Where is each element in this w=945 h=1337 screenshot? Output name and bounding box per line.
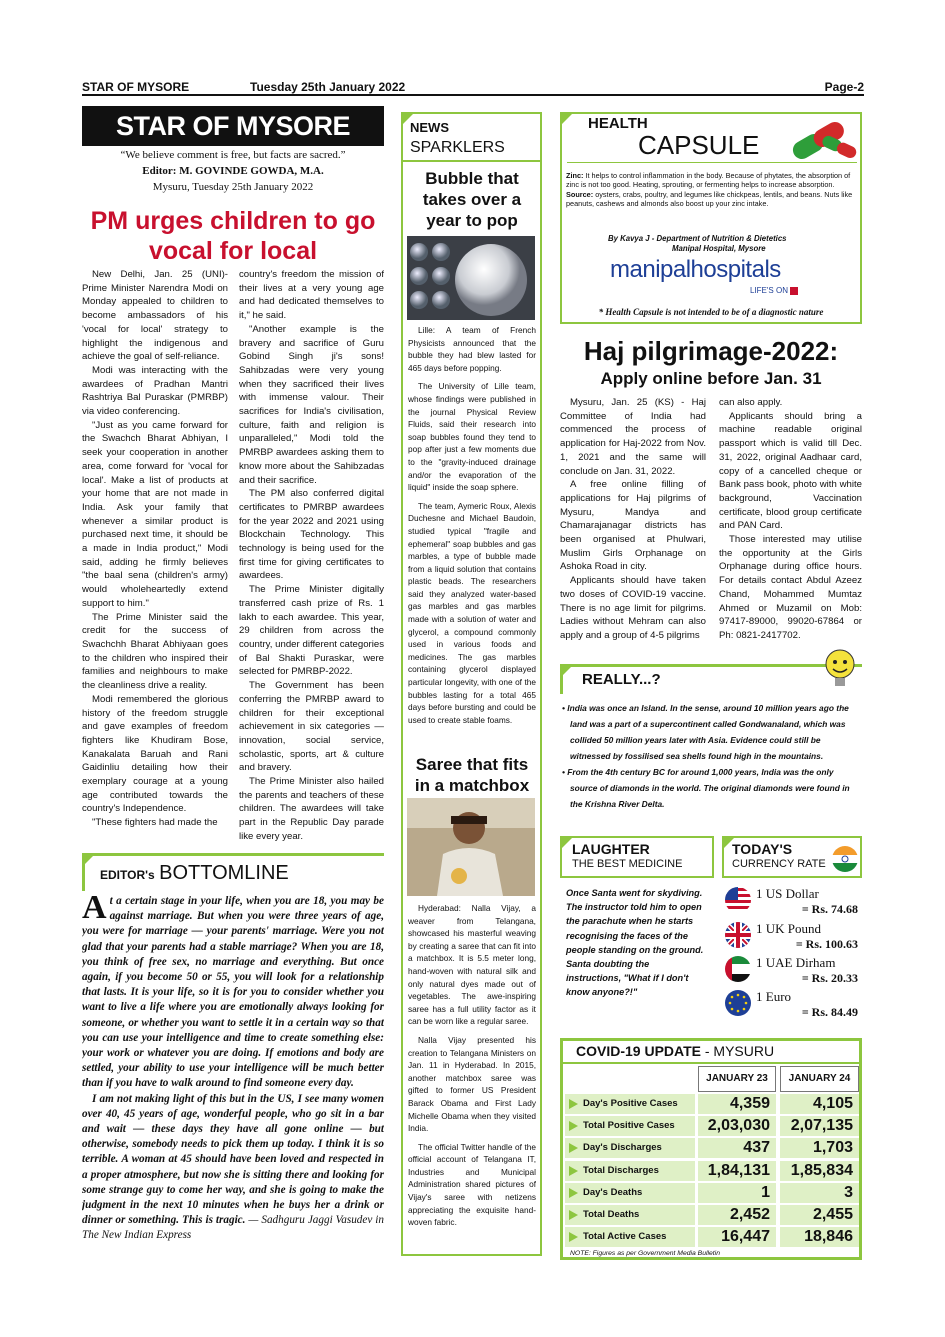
currency-label-bottom: CURRENCY RATE [732, 858, 826, 870]
bottomline-credit: — Sadhguru Jaggi Vasudev in The New Indian Express [82, 1214, 384, 1242]
covid-value-jan23: 1 [698, 1183, 776, 1203]
covid-row-label [565, 1205, 695, 1225]
source-text: oysters, crabs, poultry, and legumes like chickpeas, lentils, and beans. Nuts like peanuts, cashews and almonds also boost up your zinc intake. [566, 189, 853, 209]
covid-value-jan24: 1,703 [780, 1138, 859, 1158]
masthead-editor: Editor: M. GOVINDE GOWDA, M.A. [142, 165, 324, 177]
lightbulb-icon [820, 646, 860, 692]
lead-para: "Just as you came forward for the Swachch Bharat Abhiyan, I seek your cooperation in another area, come forward for 'vocal for local'. Make a list of products at your home that are not made in India. Ask your family that whenever a similar product is purchased next time, it should be a made in India product," Modi said, adding he firmly believes "the baal sena (children's army) would wholeheartedly extend support to him." [82, 419, 228, 609]
lead-para: country's freedom the mission of their lives at a very young age and had dedicated themselves to it," he said. [239, 269, 384, 322]
story1-para: Lille: A team of French Physicists announced that the bubble they had blew lasted for 465 days before popping. [408, 325, 536, 373]
bubble-image [407, 236, 535, 320]
lead-para: New Delhi, Jan. 25 (UNI)- Prime Minister Narendra Modi on Monday appealed to children to become ambassadors of his 'vocal for local' strategy to highlight the indigenous and achieve the goal of self-reliance. [82, 269, 228, 363]
zinc-text: It helps to control inflammation in the body. Because of phytates, the absorption of zinc is not too good. Heating, sprouting, or fermenting helps to increase absorption. [566, 171, 851, 190]
covid-value-jan23: 4,359 [698, 1094, 776, 1114]
covid-value-jan23: 2,452 [698, 1205, 776, 1225]
covid-row [565, 1116, 859, 1136]
covid-row-label [565, 1161, 695, 1181]
currency-value: = Rs. 100.63 [795, 937, 858, 951]
haj-para: can also apply. [719, 397, 783, 408]
haj-para: Applicants should bring a machine readable original passport which is valid till Dec. 31, 2022, original Aadhaar card, copy of a cancelled cheque or Bank pass book, photo with white background, Vaccination certificate, blood group certificate and PAN Card. [719, 410, 862, 532]
covid-row [565, 1161, 859, 1181]
health-label-top: HEALTH [588, 115, 648, 132]
lead-column-1 [82, 268, 228, 848]
covid-title-row [576, 1043, 774, 1061]
euro-flag-icon [724, 989, 752, 1017]
capsule-icon [782, 116, 860, 162]
really-label: REALLY...? [582, 671, 661, 688]
currency-name: 1 UK Pound [756, 921, 822, 936]
haj-para: Those interested may utilise the opportunity at the Girls Orphanage during office hours. For details contact Abdul Azeez Chand, Mohammed Mumtaz Ahmed or Muzamil on Mob: 97417-89000, 99020-67864 or Ph: 0821-2417702. [719, 534, 862, 641]
covid-value-jan24: 18,846 [780, 1227, 859, 1247]
weaver-photo [407, 798, 535, 896]
lead-column-2 [239, 268, 384, 848]
uae-flag-icon [724, 955, 752, 983]
arrow-icon [569, 1143, 578, 1153]
arrow-icon [569, 1099, 578, 1109]
covid-row-label [565, 1138, 695, 1158]
bottomline-body [82, 894, 384, 1254]
really-item: • From the 4th century BC for around 1,000 years, India was the only source of diamonds in the world. The original diamonds were found in the Krishna River Delta. [562, 767, 850, 809]
lead-para: "Another example is the bravery and sacrifice of Guru Gobind Singh ji's sons! Sahibzadas were very young when they sacrificed their lives with immense valour. Their sacrifices for India's civilisation, culture, faith and religion is unparalleled," Modi told the PMRBP awardees asking them to know more about the Sahibzadas and their sacrifice. [239, 323, 384, 486]
covid-row-label-text: Day's Positive Cases [583, 1098, 678, 1109]
covid-value-jan23: 2,03,030 [698, 1116, 776, 1136]
lead-para: The Government has been conferring the PMRBP award to children for their exceptional achievement in six categories — innovation, social service, scholastic, sports, art & culture and bravery. [239, 680, 384, 774]
currency-value: = Rs. 74.68 [801, 902, 858, 916]
covid-place: - MYSURU [700, 1043, 775, 1059]
header-page: Page-2 [824, 80, 864, 94]
bottomline-para: t a certain stage in your life, when you are 18, you may be against marriage. But when you were three years of age, you were for marriage — your parents' marriage. Were you not glad that your parents had a stable marriage? When you are 18, you think of free sex, no marriage and everything. But once again, if you become 50 or 55, you will look for a relationship that lasts. It is your life, so it is for you to consider whether you want to live a life where you are emotionally always looking for someone, or whether you want to settle it in a certain way so that you can use your intelligence and time to create something else: your work or whatever you are doing. If emotions and body are settled, your ability to use your intelligence will be much better than if you have to walk around to find someone every day. [82, 895, 384, 1090]
haj-subhead: Apply online before Jan. 31 [600, 369, 822, 388]
arrow-icon [569, 1121, 578, 1131]
covid-row-label-text: Day's Discharges [583, 1142, 662, 1154]
lead-para: Modi was interacting with the awardees of Pradhan Mantri Rashtriya Bal Puraskar (PMRBP) via video conferencing. [82, 364, 228, 418]
divider [567, 162, 857, 163]
india-flag-icon [832, 846, 858, 872]
divider [401, 160, 542, 162]
covid-row [565, 1094, 859, 1114]
story1-body [408, 324, 536, 750]
story2-body [408, 902, 536, 1254]
arrow-icon [569, 1188, 578, 1198]
story1-para: The University of Lille team, whose findings were published in the journal Physical Review Fluids, said their research into soap bubbles found they tend to pop after just a few moments due to the "gravity-induced drainage and/or the evaporation of the liquid" inside the soap sphere. [408, 381, 536, 493]
laughter-joke: Once Santa went for skydiving. The instructor told him to open the parachute when he starts recognising the faces of the people standing on the ground. Santa doubting the instructions, "What if I don't know anyone?!" [566, 888, 704, 998]
covid-row-label [565, 1094, 695, 1114]
manipal-tagline [750, 286, 798, 295]
really-item: • India was once an Island. In the sense, around 10 million years ago the land was a part of a supercontinent called Gondwanaland, which was collided 50 million years later with Asia. Evidence could still be witnessed by fossilised sea shells found high in the mountains. [562, 703, 849, 761]
covid-value-jan23: 1,84,131 [698, 1161, 776, 1181]
covid-col-b: JANUARY 24 [780, 1066, 859, 1092]
health-byline-2: Manipal Hospital, Mysore [672, 244, 766, 253]
covid-row-label-text: Day's Deaths [583, 1186, 643, 1198]
masthead-dateline: Mysuru, Tuesday 25th January 2022 [152, 181, 314, 193]
currency-name: 1 US Dollar [756, 886, 819, 901]
story2-para: The official Twitter handle of the official account of Telangana IT, Industries and Municipal Administration shared pictures of Vijay's saree with netizens appreciating the exquisite hand-woven fabric. [408, 1141, 536, 1228]
covid-row [565, 1183, 859, 1203]
really-item-text: India was once an Island. In the sense, around 10 million years ago the land was a part of a supercontinent called Gondwanaland, which was collided 50 million years later with Asia. Evidence could still be witnessed by fossilised sea shells found high in the mountains. [567, 703, 849, 761]
masthead-motto: “We believe comment is free, but facts are sacred.” [120, 149, 346, 161]
covid-row-label [565, 1227, 695, 1247]
story1-title: Bubble that takes over a year to pop [422, 169, 522, 230]
bottomline-label-small: EDITOR's [100, 868, 155, 882]
us-flag-icon [724, 886, 752, 914]
haj-column-2 [719, 396, 862, 652]
covid-value-jan24: 2,07,135 [780, 1116, 859, 1136]
manipal-logo: manipalhospitals [610, 256, 781, 283]
masthead-title: STAR OF MYSORE [82, 106, 384, 146]
covid-title: COVID-19 UPDATE [576, 1043, 701, 1059]
covid-col-a: JANUARY 23 [698, 1066, 776, 1092]
arrow-icon [569, 1232, 578, 1242]
story1-para: The team, Aymeric Roux, Alexis Duchesne and Michael Baudoin, studied typical "fragile and ephemeral" soap bubbles and gas marbles, a type of bubble made from a liquid solution that contains plastic beads. The researchers said they analyzed water-based gas marbles and gas marbles made with a solution of water and glycerol, a compound commonly used in various foods and medicines. The gas marbles containing glycerol displayed particular longevity, with one of the bubbles lasting for a total 465 days before bursting and could be used to create stable foams. [408, 500, 536, 725]
health-byline-1: By Kavya J - Department of Nutrition & Dietetics [608, 234, 787, 243]
covid-row-label-text: Total Discharges [583, 1164, 659, 1176]
bottomline-para: I am not making light of this but in the US, I see many women over 40, 45 years of age, wonderful people, who go sit in a bar and wait — these days they have all gone online — but otherwise, somebody needs to pick them up today. I think it is so terrible. A woman at 45 should have been loved and respected in a proper atmosphere, but now she is sitting there and looking for some strange guy to come her way, and she is going to make the judgment in the next 10 minutes when he buys her a drink or dinner or something. This is tragic. [82, 1092, 384, 1227]
covid-value-jan24: 3 [780, 1183, 859, 1203]
header-paper: STAR OF MYSORE [82, 80, 190, 94]
currency-value: = Rs. 20.33 [801, 971, 858, 985]
covid-row-label [565, 1116, 695, 1136]
health-disclaimer: * Health Capsule is not intended to be of a diagnostic nature [598, 307, 824, 317]
covid-note: NOTE: Figures as per Government Media Bulletin [570, 1250, 720, 1257]
covid-row-label-text: Total Active Cases [583, 1231, 667, 1243]
covid-row [565, 1205, 859, 1225]
haj-para: Applicants should have taken two doses of COVID-19 vaccine. There is no age limit for pilgrims. Ladies without Mehram can also apply and a group of 4-5 pilgrims [560, 575, 706, 641]
lead-para: "These fighters had made the [92, 817, 218, 829]
really-list [562, 700, 860, 812]
logo-sub: LIFE'S ON [750, 286, 788, 295]
covid-value-jan23: 437 [698, 1138, 776, 1158]
really-item-text: From the 4th century BC for around 1,000 years, India was the only source of diamonds in the world. The original diamonds were found in the Krishna River Delta. [567, 767, 850, 809]
covid-row [565, 1227, 859, 1247]
haj-column-1 [560, 396, 706, 652]
lead-para: Modi remembered the glorious history of the freedom struggle and gave examples of freedom fighters like Khudiram Bose, Kanakalata Baruah and Rani Gaidinliu detailing how their exemplary courage at a young age contributed towards the country's Independence. [82, 693, 228, 815]
covid-value-jan23: 16,447 [698, 1227, 776, 1247]
source-label: Source: [566, 189, 594, 199]
divider [563, 1062, 859, 1064]
health-label-bottom: CAPSULE [638, 130, 760, 160]
header-date: Tuesday 25th January 2022 [250, 80, 406, 94]
haj-headline: Haj pilgrimage-2022: [583, 336, 839, 366]
covid-value-jan24: 2,455 [780, 1205, 859, 1225]
covid-value-jan24: 1,85,834 [780, 1161, 859, 1181]
lead-para: The Prime Minister digitally transferred cash prize of Rs. 1 lakh to each awardee. This year, 29 children from across the country, under different categories of Bal Shakti Puraskar, were selected for PMRBP-2022. [239, 584, 384, 678]
covid-row-label [565, 1183, 695, 1203]
haj-para: A free online filling of applications for Haj pilgrims of Mysuru, Mandya and Chamarajanagar districts has been organised at Phulwari, Muslim Girls Orphanage on Ashoka Road in city. [560, 479, 706, 573]
weaver-image [407, 798, 535, 896]
page-header [82, 80, 864, 96]
currency-value: = Rs. 84.49 [801, 1005, 858, 1019]
covid-row-label-text: Total Deaths [583, 1209, 640, 1220]
story2-para: Nalla Vijay presented his creation to Telangana Ministers on Jan. 11 in Hyderabad. In 2015, another matchbox saree was gifted to former US President Barack Obama and First Lady Michelle Obama when they visited India. [408, 1034, 536, 1134]
currency-name: 1 UAE Dirham [756, 955, 836, 970]
lead-para: The Prime Minister said the credit for the success of Swachchh Bharat Abhiyaan goes to the children who inspired their families and neighbours to make the cleanliness drive a reality. [82, 611, 228, 692]
bottomline-label-big: BOTTOMLINE [159, 862, 289, 884]
laughter-label-top: LAUGHTER [572, 841, 650, 857]
arrow-icon [569, 1166, 578, 1176]
covid-row [565, 1138, 859, 1158]
health-text [566, 171, 858, 209]
dropcap: A [82, 894, 107, 926]
laughter-label-bottom: THE BEST MEDICINE [572, 858, 683, 870]
arrow-icon [569, 1210, 578, 1220]
lead-para: The PM also conferred digital certificates to PMRBP awardees for the year 2022 and 2021 using Blockchain Technology. This technology is being used for the first time for giving certificates to awardees. [239, 488, 384, 582]
lead-headline: PM urges children to go vocal for local [90, 207, 376, 265]
lead-para: The Prime Minister also hailed the parents and teachers of these children. The awardees will take part in the Republic Day parade like every year. [239, 776, 384, 842]
haj-para: Mysuru, Jan. 25 (KS) - Haj Committee of India had commenced the process of application for Haj-2022 from Nov. 1, 2021 and the same will conclude on Jan. 31, 2022. [560, 397, 706, 477]
bottomline-label [100, 862, 289, 885]
story2-para: Hyderabad: Nalla Vijay, a weaver from Telangana, showcased his masterful weaving by creating a saree that can fit into a matchbox. It is 5.5 meter long, hand-woven with natural silk and only natural dyes made out of vegetables. The awe-inspiring saree has a full utility factor as it can be worn like a regular saree. [408, 903, 536, 1027]
bubble-photo [407, 236, 535, 320]
zinc-label: Zinc: [566, 171, 584, 180]
covid-row-label-text: Total Positive Cases [583, 1120, 675, 1132]
currency-label-top: TODAY'S [732, 841, 793, 857]
news-label-bottom: SPARKLERS [410, 139, 505, 156]
uk-flag-icon [724, 921, 752, 949]
story2-title: Saree that fits in a matchbox [414, 755, 530, 795]
news-label-top: NEWS [410, 120, 449, 135]
covid-value-jan24: 4,105 [780, 1094, 859, 1114]
currency-name: 1 Euro [756, 989, 792, 1004]
cross-icon [790, 287, 798, 295]
